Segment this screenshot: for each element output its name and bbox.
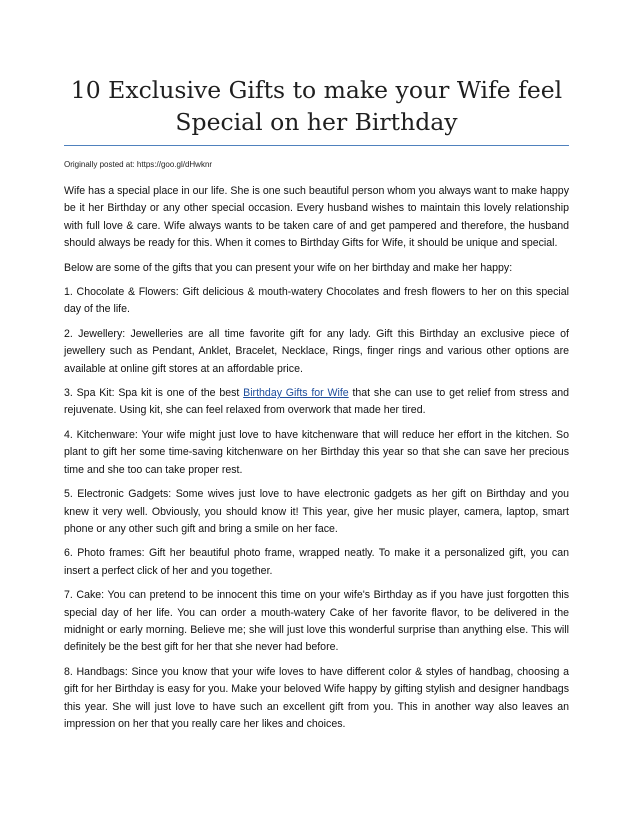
gift-item-4: 4. Kitchenware: Your wife might just love to have kitchenware that will reduce her effort in the kitchen. So plant to gift her some time-saving kitchenware on her Birthday this year so that she can save her precious time and she too can take proper rest.: [64, 428, 569, 476]
gift-item-7: 7. Cake: You can pretend to be innocent this time on your wife's Birthday as if you have just forgotten this special day of her life. You can order a mouth-watery Cake of her favorite flavor, to be delivered in the midnight or early morning. Believe me; she will just love this wonderful surprise than anything else. This will definitely be the best gift for her that she never had before.: [64, 589, 569, 654]
intro-paragraph: Wife has a special place in our life. She is one such beautiful person whom you always want to make happy be it her Birthday or any other special occasion. Every husband wishes to maintain this lovely relationship with full love & care. Wife always wants to be taken care of and get pampered and therefore, the husband should always be ready for this. When it comes to Birthday Gifts for Wife, it should be unique and special.: [64, 185, 569, 250]
gift-item-3-before: 3. Spa Kit: Spa kit is one of the best: [64, 387, 244, 400]
title-line-1: 10 Exclusive Gifts to make your Wife feel: [70, 76, 563, 104]
gift-item-8: 8. Handbags: Since you know that your wife loves to have different color & styles of handbag, choosing a gift for her Birthday is easy for you. Make your beloved Wife happy by gifting stylish and designer handbags this year. She will just love to have such an excellent gift from you. This in another way also leaves an impression on her that you really care her likes and choices.: [64, 665, 569, 730]
gift-item-3: [64, 385, 569, 420]
document-title: [64, 74, 569, 138]
article-body: [64, 183, 569, 733]
gift-item-6: 6. Photo frames: Gift her beautiful photo frame, wrapped neatly. To make it a personalized gift, you can insert a perfect click of her and you together.: [64, 547, 569, 577]
gift-item-2: 2. Jewellery: Jewelleries are all time favorite gift for any lady. Gift this Birthday an exclusive piece of jewellery such as Pendant, Anklet, Bracelet, Necklace, Rings, finger rings and various other options are available at online gift stores at an affordable price.: [64, 327, 569, 375]
birthday-gifts-link[interactable]: Birthday Gifts for Wife: [243, 387, 349, 400]
posted-at-line: Originally posted at: https://goo.gl/dHwknr: [64, 160, 213, 169]
document-page: [64, 0, 569, 740]
title-divider: [64, 145, 569, 146]
title-line-2: Special on her Birthday: [175, 108, 458, 136]
gift-item-3-after: that she can use to get relief from stress and rejuvenate. Using kit, she can feel relaxed from overwork that made her tired.: [64, 387, 570, 417]
gift-item-1: 1. Chocolate & Flowers: Gift delicious & mouth-watery Chocolates and fresh flowers to her on this special day of the life.: [64, 286, 569, 316]
lead-paragraph: Below are some of the gifts that you can present your wife on her birthday and make her happy:: [64, 261, 513, 274]
gift-item-5: 5. Electronic Gadgets: Some wives just love to have electronic gadgets as her gift on Birthday and you knew it very well. Obviously, you should know it! This year, give her music player, camera, laptop, smart phone or any other such gift and bring a smile on her face.: [64, 488, 569, 535]
